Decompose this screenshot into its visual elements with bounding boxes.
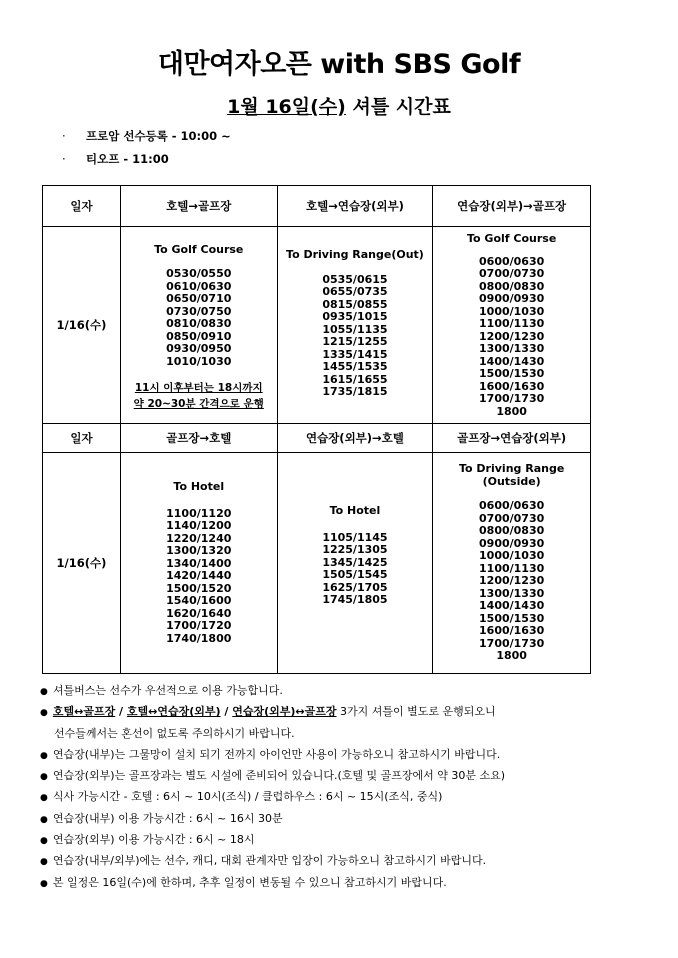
shuttle-time: 1700/1730 <box>479 392 545 405</box>
route-name: 호텔↔연습장(외부) <box>126 705 221 719</box>
shuttle-time: 0600/0630 <box>479 254 545 268</box>
time-list <box>121 268 277 368</box>
table-row <box>43 227 591 424</box>
header-hotel-to-range: 호텔→연습장(외부) <box>277 186 433 227</box>
notice-item: ● 연습장(내부/외부)에는 선수, 캐디, 대회 관계자만 입장이 가능하오니 참고하시기 바랍니다. <box>40 850 660 871</box>
shuttle-time: 0900/0930 <box>479 292 545 305</box>
shuttle-time: 1500/1520 <box>166 581 232 595</box>
shuttle-time: 1340/1400 <box>166 556 232 570</box>
shuttle-time: 0935/1015 <box>322 310 388 323</box>
notice-item: ● 연습장(외부) 이용 가능시간 : 6시 ~ 18시 <box>40 829 660 850</box>
info-marker: · <box>62 152 66 166</box>
header-course-to-range: 골프장→연습장(외부) <box>433 424 591 453</box>
cell-label: To Golf Course <box>467 232 557 245</box>
route-separator: / <box>220 705 233 719</box>
shuttle-time: 0930/0950 <box>166 342 232 356</box>
route-name: 연습장(외부)↔골프장 <box>232 705 337 719</box>
range-to-hotel-cell <box>277 453 433 674</box>
route-separator: / <box>115 705 127 719</box>
table-header-row <box>43 424 591 453</box>
shuttle-time: 1215/1255 <box>322 335 388 348</box>
shuttle-time: 1335/1415 <box>322 347 388 361</box>
shuttle-time: 1455/1535 <box>322 360 388 373</box>
shuttle-time: 1100/1120 <box>166 506 232 520</box>
notice-item: ● 셔틀버스는 선수가 우선적으로 이용 가능합니다. <box>40 680 660 701</box>
shuttle-time: 1200/1230 <box>479 574 545 587</box>
shuttle-time: 1800 <box>496 649 527 662</box>
shuttle-time: 1220/1240 <box>166 531 232 545</box>
shuttle-time: 0600/0630 <box>479 499 545 512</box>
date-cell: 1/16(수) <box>43 453 121 674</box>
subtitle-date: 1월 16일(수) <box>227 96 346 118</box>
route-name: 호텔↔골프장 <box>52 705 116 719</box>
shuttle-time: 1740/1800 <box>166 631 232 645</box>
shuttle-time: 1000/1030 <box>479 549 545 562</box>
shuttle-time: 1000/1030 <box>479 304 545 318</box>
shuttle-time: 1200/1230 <box>479 329 545 343</box>
shuttle-time: 0610/0630 <box>166 279 232 293</box>
shuttle-time: 1400/1430 <box>479 354 545 368</box>
shuttle-time: 0700/0730 <box>479 511 545 525</box>
time-list <box>121 508 277 646</box>
range-to-course-cell <box>433 227 591 424</box>
header-date: 일자 <box>43 186 121 227</box>
notice-item: ● 식사 가능시간 - 호텔 : 6시 ~ 10시(조식) / 클럽하우스 : 6시 ~ 15시(조식, 중식) <box>40 786 660 807</box>
time-list <box>278 274 433 399</box>
shuttle-time: 1140/1200 <box>166 519 232 532</box>
shuttle-time: 1620/1640 <box>166 606 232 620</box>
shuttle-time: 1055/1135 <box>322 322 388 336</box>
shuttle-time: 1735/1815 <box>322 385 388 398</box>
shuttle-time: 1100/1130 <box>479 317 545 330</box>
table-row <box>43 453 591 674</box>
date-cell: 1/16(수) <box>43 227 121 424</box>
shuttle-time: 0535/0615 <box>322 272 388 286</box>
header-date: 일자 <box>43 424 121 453</box>
hotel-to-range-cell <box>277 227 433 424</box>
notice-text: 3가지 셔틀이 별도로 운행되오니 <box>336 705 496 719</box>
shuttle-time: 0800/0830 <box>479 524 545 537</box>
hotel-to-course-cell <box>120 227 277 424</box>
course-to-hotel-cell <box>120 453 277 674</box>
notice-item: ● 연습장(내부) 이용 가능시간 : 6시 ~ 16시 30분 <box>40 808 660 829</box>
header-range-to-hotel: 연습장(외부)→호텔 <box>277 424 433 453</box>
note-line: 약 20~30분 간격으로 운행 <box>133 398 264 411</box>
notice-item: ● 연습장(외부)는 골프장과는 별도 시설에 준비되어 있습니다.(호텔 및 골프장에서 약 30분 소요) <box>40 765 660 786</box>
shuttle-time: 1600/1630 <box>479 379 545 393</box>
shuttle-time: 0850/0910 <box>166 329 232 343</box>
shuttle-time: 1800 <box>496 404 527 418</box>
shuttle-time: 0815/0855 <box>322 297 388 311</box>
shuttle-time: 1400/1430 <box>479 599 545 612</box>
subtitle-rest: 셔틀 시간표 <box>345 96 451 118</box>
info-text: 프로암 선수등록 - 10:00 ~ <box>86 129 231 143</box>
time-list <box>433 500 590 663</box>
shuttle-time: 0800/0830 <box>479 279 545 293</box>
shuttle-time: 1105/1145 <box>322 530 388 544</box>
shuttle-time: 0900/0930 <box>479 536 545 550</box>
shuttle-time: 1700/1730 <box>479 636 545 650</box>
cell-label: To Driving Range(Out) <box>286 248 424 261</box>
shuttle-time: 0650/0710 <box>166 292 232 306</box>
shuttle-time: 1300/1330 <box>479 586 545 600</box>
shuttle-time: 1625/1705 <box>322 580 388 594</box>
notice-item: ● 본 일정은 16일(수)에 한하며, 추후 일정이 변동될 수 있으니 참고하시기 바랍니다. <box>40 872 660 893</box>
shuttle-time: 0655/0735 <box>322 285 388 298</box>
shuttle-time: 1010/1030 <box>166 354 232 368</box>
shuttle-time: 0700/0730 <box>479 267 545 280</box>
shuttle-time: 1600/1630 <box>479 624 545 637</box>
header-course-to-hotel: 골프장→호텔 <box>120 424 277 453</box>
cell-label: To Driving Range <box>459 462 565 475</box>
shuttle-time: 1615/1655 <box>322 372 388 386</box>
shuttle-time: 1500/1530 <box>479 611 545 625</box>
note-line: 11시 이후부터는 18시까지 <box>134 382 263 395</box>
shuttle-schedule-table <box>42 185 591 674</box>
shuttle-time: 1300/1320 <box>166 544 232 557</box>
table-header-row <box>43 186 591 227</box>
notice-item: ● 연습장(내부)는 그물망이 설치 되기 전까지 아이언만 사용이 가능하오니 참고하시기 바랍니다. <box>40 744 660 765</box>
header-hotel-to-course: 호텔→골프장 <box>120 186 277 227</box>
notice-list <box>40 680 660 893</box>
time-list <box>278 532 433 607</box>
time-list <box>433 256 590 419</box>
cell-label: To Golf Course <box>154 242 244 256</box>
header-range-to-course: 연습장(외부)→골프장 <box>433 186 591 227</box>
shuttle-time: 0730/0750 <box>166 304 232 318</box>
page-title: 대만여자오픈 with SBS Golf <box>157 49 521 80</box>
cell-label: To Hotel <box>173 480 225 493</box>
notice-continuation: 선수들께서는 혼선이 없도록 주의하시기 바랍니다. <box>54 726 295 740</box>
shuttle-time: 0810/0830 <box>166 317 232 331</box>
shuttle-time: 1420/1440 <box>166 569 232 582</box>
shuttle-time: 1700/1720 <box>166 619 232 632</box>
shuttle-time: 0530/0550 <box>166 267 232 281</box>
interval-note <box>121 380 277 412</box>
shuttle-time: 1300/1330 <box>479 342 545 355</box>
info-marker: · <box>62 129 66 143</box>
cell-label: (Outside) <box>482 474 541 488</box>
info-teeoff <box>62 151 169 167</box>
shuttle-time: 1745/1805 <box>322 593 388 607</box>
shuttle-time: 1500/1530 <box>479 367 545 380</box>
shuttle-time: 1100/1130 <box>479 561 545 575</box>
shuttle-time: 1540/1600 <box>166 594 232 607</box>
cell-label: To Hotel <box>329 504 381 518</box>
course-to-range-cell <box>433 453 591 674</box>
info-text: 티오프 - 11:00 <box>86 152 169 166</box>
info-registration <box>62 128 231 144</box>
page-subtitle <box>0 92 678 119</box>
shuttle-time: 1345/1425 <box>322 555 388 569</box>
shuttle-time: 1225/1305 <box>322 543 388 557</box>
notice-item <box>40 701 660 722</box>
shuttle-time: 1505/1545 <box>322 568 388 582</box>
